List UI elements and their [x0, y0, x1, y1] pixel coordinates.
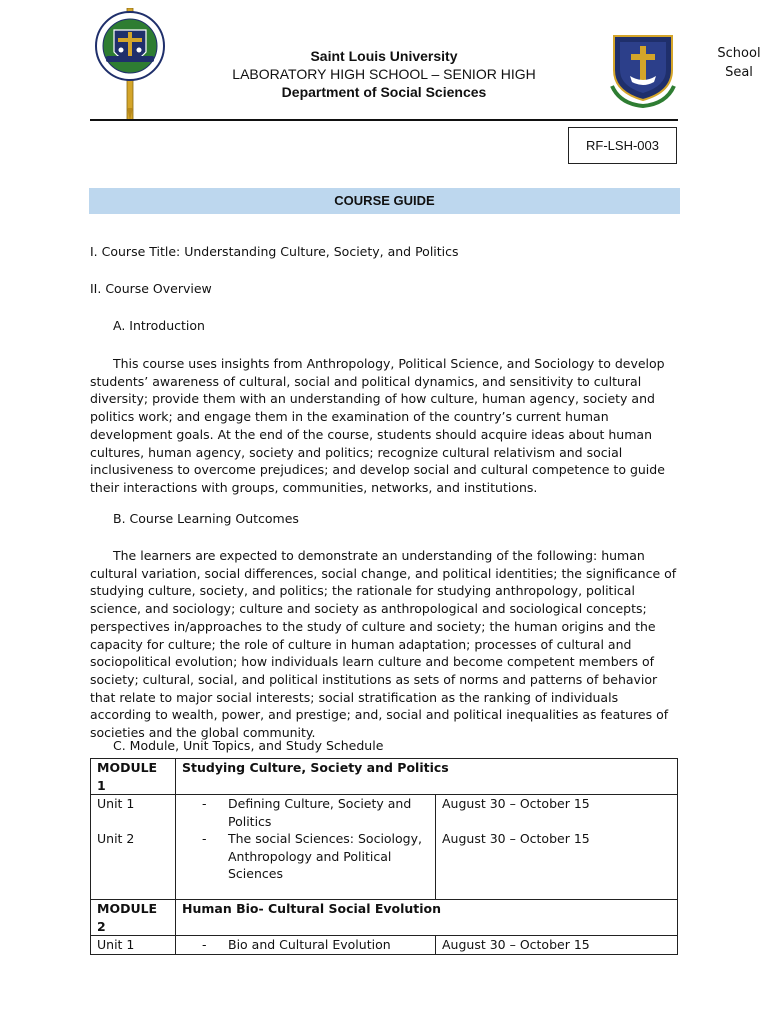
- topics-cell: [176, 936, 436, 955]
- course-guide-banner: COURSE GUIDE: [89, 188, 680, 214]
- list-item: - Defining Culture, Society and Politics: [182, 795, 429, 830]
- department-name: Department of Social Sciences: [281, 84, 487, 100]
- school-seal-caption: School Seal: [717, 46, 761, 80]
- module-title: Human Bio- Cultural Social Evolution: [176, 900, 678, 936]
- learning-outcomes-heading: B. Course Learning Outcomes: [113, 511, 299, 526]
- date-range: August 30 – October 15: [442, 796, 590, 811]
- school-name: LABORATORY HIGH SCHOOL – SENIOR HIGH: [232, 66, 536, 82]
- unit-labels-cell: [91, 795, 176, 900]
- topic-text: Defining Culture, Society and Politics: [228, 796, 412, 829]
- topic-text: The social Sciences: Sociology, Anthropology and Political Sciences: [228, 831, 422, 881]
- table-row: [91, 900, 678, 936]
- university-name: Saint Louis University: [310, 48, 458, 64]
- date-range: August 30 – October 15: [442, 831, 590, 846]
- overview-heading: II. Course Overview: [90, 281, 212, 296]
- document-code-box: RF-LSH-003: [568, 127, 677, 164]
- table-row: [91, 795, 678, 900]
- module-title: Studying Culture, Society and Politics: [176, 759, 678, 795]
- list-item: - Bio and Cultural Evolution: [182, 936, 429, 954]
- dates-cell: [436, 795, 678, 900]
- unit-label: Unit 1: [97, 796, 135, 811]
- course-title: I. Course Title: Understanding Culture, Society, and Politics: [90, 244, 459, 259]
- learning-outcomes-paragraph: The learners are expected to demonstrate an understanding of the following: human cultural variation, social differences, social change, and political identities; the significance of studying culture, society, and politics; the rationale for studying anthropology, political science, and sociology; culture and society as anthropological and sociological concepts; perspectives in/approaches to the study of culture and society; the human origins and the capacity for culture; the role of culture in human adaptation; processes of cultural and sociopolitical evolution; how individuals learn culture and become competent members of society; cultural, social, and political institutions as sets of norms and patterns of behavior that relate to major social interests; social stratification as the ranking of individuals according to wealth, power, and prestige; and, social and political inequalities as features of societies and the global community.: [90, 548, 677, 741]
- table-row: [91, 936, 678, 955]
- module-label: MODULE 2: [91, 900, 176, 936]
- module-label: MODULE 1: [91, 759, 176, 795]
- introduction-heading: A. Introduction: [113, 318, 205, 333]
- list-item: - The social Sciences: Sociology, Anthropology and Political Sciences: [182, 830, 429, 883]
- unit-label: Unit 2: [97, 831, 135, 846]
- university-logo-left: [92, 8, 168, 120]
- date-range: August 30 – October 15: [436, 936, 678, 955]
- schedule-heading: C. Module, Unit Topics, and Study Schedule: [113, 738, 384, 753]
- unit-label: Unit 1: [91, 936, 176, 955]
- header-divider: [90, 119, 678, 121]
- table-row: [91, 759, 678, 795]
- introduction-paragraph: This course uses insights from Anthropology, Political Science, and Sociology to develop students’ awareness of cultural, social and political dynamics, and sensitivity to cultural diversity; provide them with an understanding of how culture, human agency, society and politics work; and engage them in the examination of the country’s current human development goals. At the end of the course, students should acquire ideas about human cultures, human agency, society and politics; recognize cultural relativism and social inclusiveness to overcome prejudices; and develop social and cultural competence to guide their interactions with groups, communities, networks, and institutions.: [90, 356, 665, 495]
- schedule-table: [90, 758, 678, 955]
- header-block: [200, 47, 568, 101]
- school-seal-logo: [610, 26, 676, 110]
- topic-text: Bio and Cultural Evolution: [228, 937, 391, 952]
- topics-cell: [176, 795, 436, 900]
